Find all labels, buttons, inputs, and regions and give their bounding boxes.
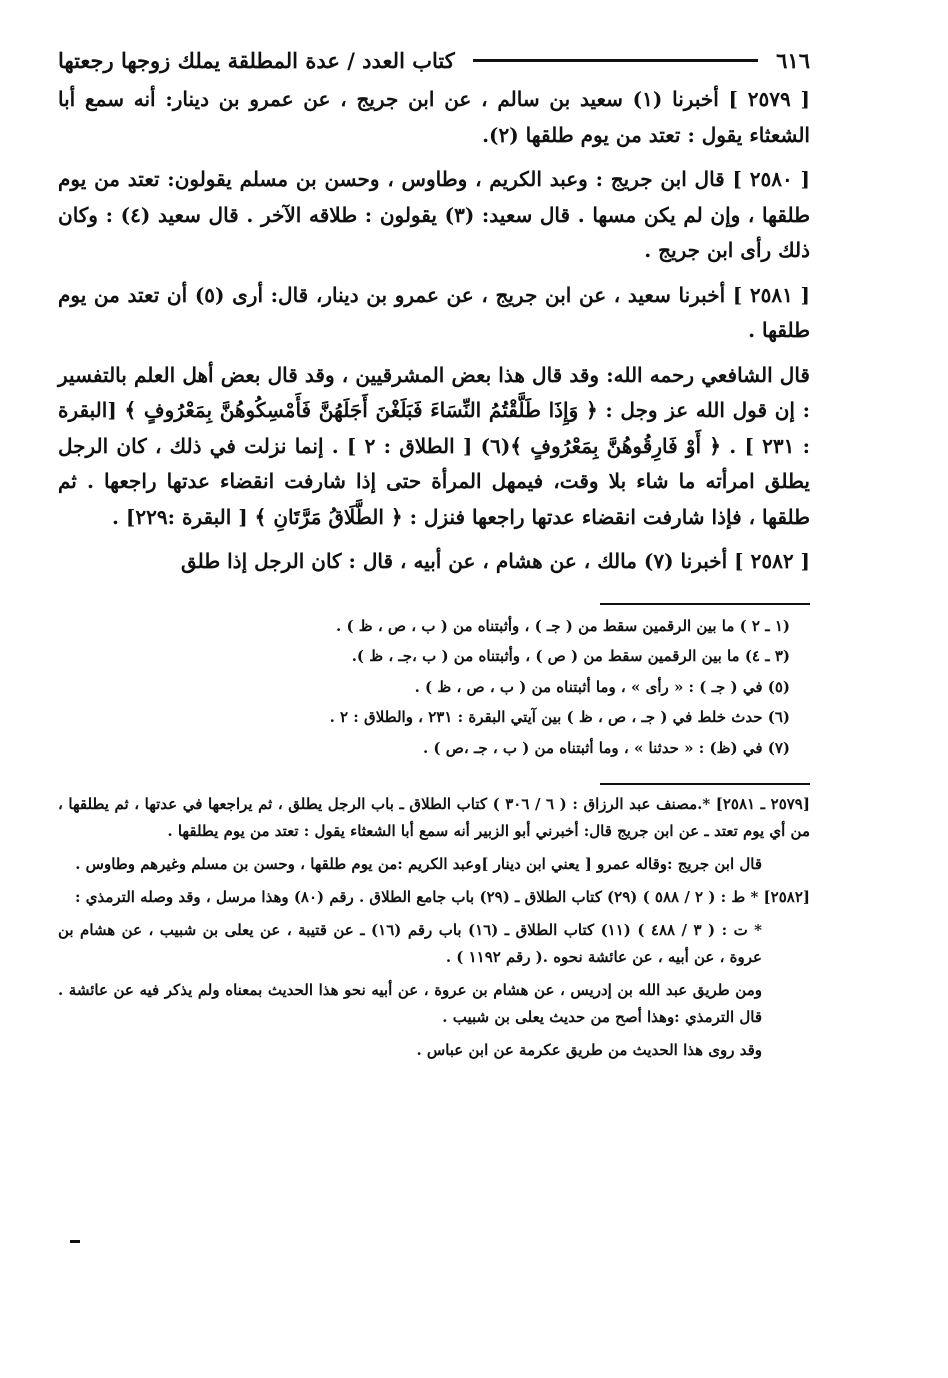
footnote-item: (٥) في ( جـ ) : « رأى » ، وما أثبتناه من ( ب ، ص ، ظ ) . <box>414 677 790 696</box>
takhrij-item: قال ابن جريج :وقاله عمرو [ يعني ابن دينار ]وعبد الكريم :من يوم طلقها ، وحسن بن مسلم وغيرهم وطاوس . <box>75 855 762 873</box>
page-number: ٦١٦ <box>776 47 810 73</box>
takhrij-item: [٢٥٨٢] * ط : ( ٢ / ٥٨٨ ) (٢٩) كتاب الطلاق ـ (٢٩) باب جامع الطلاق . رقم (٨٠) وهذا مرسل ، وقد وصله الترمذي : <box>74 888 810 906</box>
takhrij-item: وقد روى هذا الحديث من طريق عكرمة عن ابن عباس . <box>416 1041 762 1059</box>
book-page <box>58 40 810 1070</box>
footnotes <box>58 611 810 764</box>
footnote-item: (٦) حدث خلط في ( جـ ، ص ، ظ ) بين آيتي البقرة : ٢٣١ ، والطلاق : ٢ . <box>329 708 790 726</box>
footnote-item: (١ ـ ٢ ) ما بين الرقمين سقط من ( جـ ) ، وأثبتناه من ( ب ، ص ، ظ ) . <box>336 616 790 635</box>
takhrij-item: [٢٥٧٩ ـ ٢٥٨١] *.مصنف عبد الرزاق : ( ٦ / ٣٠٦ ) كتاب الطلاق ـ باب الرجل يطلق ، ثم يراجعها في عدتها ، ثم يطلقها ، من أي يوم تعتد ـ عن ابن جريج قال: أخبرني أبو الزبير أنه سمع أبا الشعثاء يقول : تعتد من يوم يطلقها . <box>58 795 810 840</box>
footnote-item: (٣ ـ ٤) ما بين الرقمين سقط من ( ص ) ، وأثبتناه من ( ب ،جـ ، ظ ). <box>351 647 790 665</box>
takhrij-notes <box>58 791 810 1064</box>
hadith-2582: [ ٢٥٨٢ ] أخبرنا (٧) مالك ، عن هشام ، عن أبيه ، قال : كان الرجل إذا طلق <box>180 549 810 573</box>
header-rule <box>473 59 758 62</box>
shafii-commentary: قال الشافعي رحمه الله: وقد قال هذا بعض المشرقيين ، وقد قال بعض أهل العلم بالتفسير : إن قول الله عز وجل : ﴿ وَإِذَا طَلَّقْتُمُ النِّسَاءَ فَبَلَغْنَ أَجَلَهُنَّ فَأَمْسِكُوهُنَّ بِمَعْرُوفٍ ﴾ [البقرة : ٢٣١ ] . ﴿ أَوْ فَارِقُوهُنَّ بِمَعْرُوفٍ ﴾(٦) [ الطلاق : ٢ ] . إنما نزلت في ذلك ، كان الرجل يطلق امرأته ما شاء بلا وقت، فيمهل المرأة حتى إذا شارفت انقضاء عدتها راجعها . ثم طلقها ، فإذا شارفت انقضاء عدتها راجعها فنزل : ﴿ الطَّلَاقُ مَرَّتَانِ ﴾ [ البقرة :٢٢٩] . <box>58 362 810 529</box>
hadith-2580: [ ٢٥٨٠ ] قال ابن جريج : وعبد الكريم ، وطاوس ، وحسن بن مسلم يقولون: تعتد من يوم طلقها ، وإن لم يكن مسها . قال سعيد: (٣) يقولون : طلاقه الآخر . قال سعيد (٤) : وكان ذلك رأى ابن جريج . <box>58 167 810 262</box>
takhrij-item: * ت : ( ٣ / ٤٨٨ ) (١١) كتاب الطلاق ـ (١٦) باب رقم (١٦) ـ عن قتيبة ، عن يعلى بن شبيب ، عن هشام بن عروة ، عن أبيه ، عن عائشة نحوه .( رقم ١١٩٢ ) . <box>58 921 762 966</box>
hadith-2579: [ ٢٥٧٩ ] أخبرنا (١) سعيد بن سالم ، عن ابن جريج ، عن عمرو بن دينار: أنه سمع أبا الشعثاء يقول : تعتد من يوم طلقها (٢). <box>58 87 811 147</box>
hadith-2581: [ ٢٥٨١ ] أخبرنا سعيد ، عن ابن جريج ، عن عمرو بن دينار، قال: أرى (٥) أن تعتد من يوم طلقها . <box>58 282 810 342</box>
running-title: كتاب العدد / عدة المطلقة يملك زوجها رجعتها <box>58 47 455 73</box>
margin-dash <box>70 1240 80 1243</box>
takhrij-item: ومن طريق عبد الله بن إدريس ، عن هشام بن عروة ، عن أبيه نحو هذا الحديث بمعناه ولم يذكر فيه عن عائشة . قال الترمذي :وهذا أصح من حديث يعلى بن شبيب . <box>58 981 762 1026</box>
takhrij-separator <box>600 783 810 785</box>
footnote-item: (٧) في (ظ) : « حدثنا » ، وما أثبتناه من ( ب ، جـ ،ص ) . <box>422 738 790 757</box>
main-text <box>58 82 810 580</box>
page-header <box>58 40 810 80</box>
footnote-separator <box>600 603 810 605</box>
